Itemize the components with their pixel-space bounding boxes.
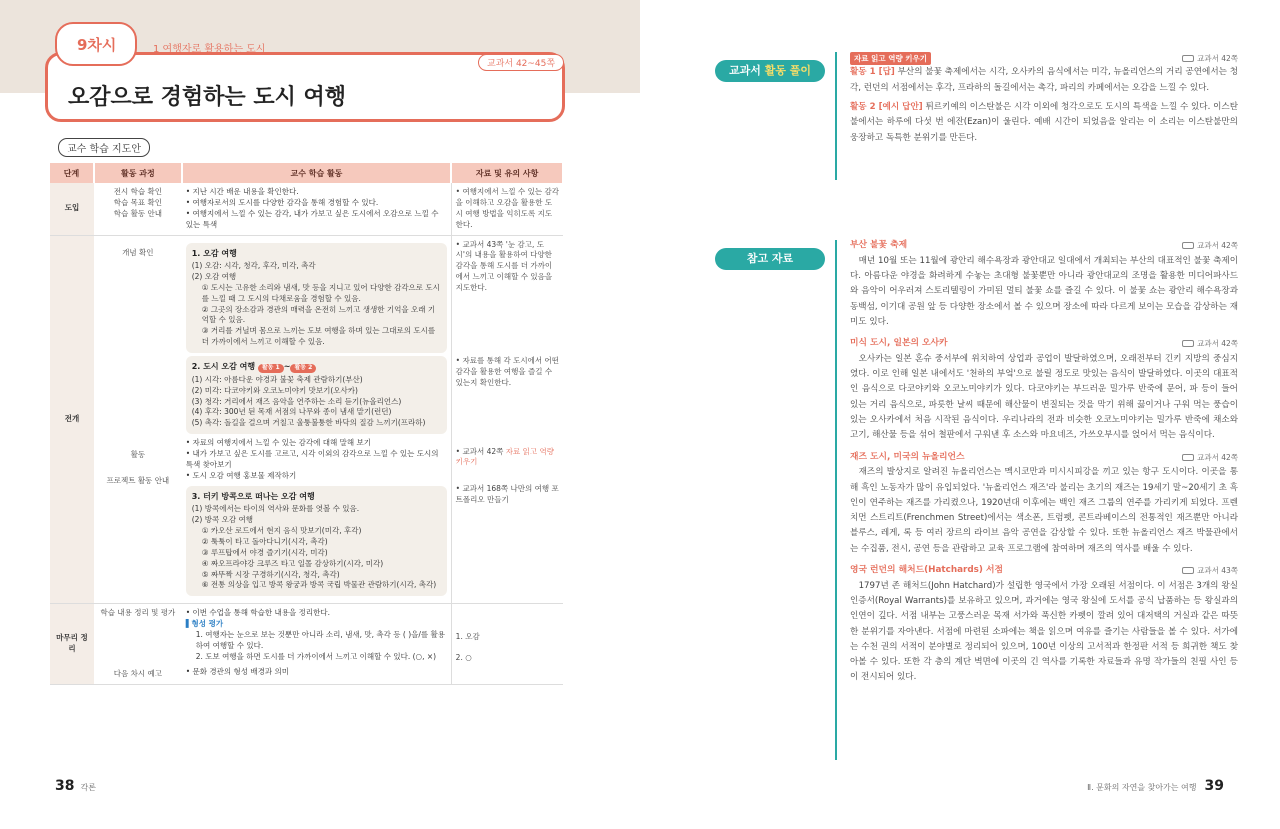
reference-header — [850, 563, 1238, 579]
reference-text: 매년 10월 또는 11월에 광안리 해수욕장과 광안대교 일대에서 개최되는 부산의 대표적인 불꽃 축제이다. 아름다운 야경을 화려하게 수놓는 초대형 불꽃뿐만 아니라 광안대교의 조명을 활용한 미디어파사드와 음악이 어우러져 스토리텔링이 가미된 멀티 불꽃 쇼를 즐길 수 있다. 이 불꽃 쇼는 광안리 해수욕장과 동백섬, 이기대 공원 앞 등 다양한 장소에서 볼 수 있으며 장소에 따라 다르게 보이는 모습을 감상하는 재미도 있다. — [850, 255, 1238, 327]
activity-development — [182, 235, 451, 604]
activity-item: • 여행지에서 느낄 수 있는 감각, 내가 가보고 싶은 도시에서 오감으로 느낄 수 있는 특색 — [185, 208, 439, 229]
activity-2-answer — [850, 100, 1238, 146]
reference-item — [850, 450, 1238, 557]
reference-item — [850, 563, 1238, 686]
lesson-number: 9차시 — [77, 36, 117, 54]
answers-badge — [715, 60, 825, 82]
badge-text: 교과서 — [728, 64, 765, 77]
answer-item: 2. ○ — [455, 653, 472, 663]
textbook-ref-tag: 교과서 42~45쪽 — [478, 54, 564, 71]
activity-item: • 문화 경관의 형성 배경과 의미 — [185, 666, 290, 676]
ref-text: 교과서 42쪽 — [1197, 54, 1238, 63]
col-header-materials: 자료 및 유의 사항 — [451, 163, 563, 183]
box-line: (2) 오감 여행 — [191, 271, 237, 281]
reference-title: 미식 도시, 일본의 오사카 — [850, 338, 948, 349]
process-item: 학습 내용 정리 및 평가 — [100, 608, 176, 618]
book-icon — [1182, 454, 1194, 461]
activity-item: • 내가 가보고 싶은 도시를 고르고, 시각 이외의 감각으로 느낄 수 있는 도시의 특색 찾아보기 — [185, 449, 439, 469]
reference-title: 영국 런던의 해처드(Hatchards) 서점 — [850, 565, 1003, 576]
box-line: ② 그곳의 장소감과 경관의 매력을 온전히 느끼고 생생한 기억을 오래 기억할 수 있음. — [201, 304, 436, 325]
activity-wrapup — [182, 604, 451, 685]
materials-intro: • 여행지에서 느낄 수 있는 감각을 이해하고 오감을 활용한 도시 여행 방법을 익히도록 지도한다. — [451, 183, 563, 235]
ref-text: 교과서 43쪽 — [1197, 566, 1238, 576]
reference-header — [850, 450, 1238, 466]
textbook-ref — [1182, 564, 1238, 577]
box-line: (2) 미각: 다코야키와 오코노미야키 맛보기(오사카) — [191, 385, 358, 395]
materials-item: • 교과서 43쪽 '눈 감고, 도시'의 내용을 활용하여 다양한 감각을 통해 도시를 더 가까이에서 느끼고 이해할 수 있음을 지도한다. — [455, 239, 553, 292]
col-header-stage: 단계 — [50, 163, 94, 183]
box-line: (4) 후각: 300년 된 목재 서점의 나무와 종이 냄새 맡기(런던) — [191, 407, 392, 417]
materials-highlight: 자료 읽고 역량 키우기 — [455, 446, 555, 467]
process-wrapup — [94, 604, 182, 685]
box-line: ① 카오산 로드에서 현지 음식 맛보기(미각, 후각) — [201, 526, 362, 535]
unit-subtitle: 1 여행자로 활용하는 도시 — [153, 44, 266, 55]
reference-badge: 참고 자료 — [715, 248, 825, 270]
lesson-plan-table — [50, 163, 564, 685]
col-header-activity: 교수 학습 활동 — [182, 163, 451, 183]
book-icon — [1182, 340, 1194, 347]
book-icon — [1182, 567, 1194, 574]
page-title: 오감으로 경험하는 도시 여행 — [68, 85, 347, 110]
process-item: 학습 목표 확인 — [113, 197, 162, 207]
activity-item: • 자료의 여행지에서 느낄 수 있는 감각에 대해 말해 보기 — [185, 438, 372, 448]
materials-wrapup — [451, 604, 563, 685]
activity-item: • 도시 오감 여행 홍보물 제작하기 — [185, 470, 297, 480]
section-divider — [835, 52, 837, 180]
eval-question: 1. 여행자는 눈으로 보는 것뿐만 아니라 소리, 냄새, 맛, 촉각 등 ( )을/를 활용하여 여행할 수 있다. — [195, 630, 446, 650]
book-icon — [1182, 55, 1194, 62]
ref-text: 교과서 42쪽 — [1197, 339, 1238, 349]
process-item: 다음 차시 예고 — [113, 669, 162, 679]
process-item: 활동 — [130, 450, 146, 460]
materials-development — [451, 235, 563, 604]
box-line: ③ 루프탑에서 야경 즐기기(시각, 미각) — [201, 547, 328, 557]
activity-item: • 지난 시간 배운 내용을 확인한다. — [185, 187, 299, 196]
page-number-left — [55, 778, 96, 794]
section-header — [850, 52, 1238, 65]
reference-item — [850, 238, 1238, 330]
box-line: ⑤ 짜뚜짝 시장 구경하기(시각, 청각, 촉각) — [201, 569, 340, 579]
page-label: 각론 — [80, 783, 96, 792]
eval-question: 2. 도보 여행을 하면 도시를 더 가까이에서 느끼고 이해할 수 있다. (○, ×) — [195, 651, 437, 661]
page-number: 39 — [1204, 778, 1224, 794]
textbook-ref — [1182, 52, 1238, 65]
box-line: (1) 시각: 아름다운 야경과 불꽃 축제 관람하기(부산) — [191, 374, 363, 384]
activity-label: 활동 1 [답] — [850, 67, 895, 78]
process-item: 개념 확인 — [122, 247, 154, 257]
stage-development: 전개 — [50, 235, 94, 604]
answers-section — [850, 52, 1238, 146]
page-number: 38 — [55, 778, 75, 794]
textbook-ref — [1182, 239, 1238, 252]
textbook-ref — [1182, 337, 1238, 350]
col-header-process: 활동 과정 — [94, 163, 182, 183]
activity-intro — [182, 183, 451, 235]
box-line: ② 툭툭이 타고 돌아다니기(시각, 촉각) — [201, 536, 328, 546]
page-number-right — [1087, 778, 1224, 794]
badge-highlight: 활동 풀이 — [764, 64, 812, 77]
concept-box-3 — [186, 486, 447, 597]
ref-text: 교과서 42쪽 — [1197, 452, 1238, 462]
table-row-development — [50, 235, 563, 604]
reference-title: 부산 불꽃 축제 — [850, 240, 908, 250]
page-label: Ⅱ. 문화의 자연을 찾아가는 여행 — [1087, 783, 1197, 792]
reference-header — [850, 238, 1238, 254]
activity-item: • 여행자로서의 도시를 다양한 감각을 통해 경험할 수 있다. — [185, 197, 379, 207]
guide-tag: 교수 학습 지도안 — [58, 138, 150, 157]
box-line: (3) 청각: 거리에서 재즈 음악을 연주하는 소리 듣기(뉴올리언스) — [191, 396, 402, 406]
materials-item: • 자료를 통해 각 도시에서 어떤 감각을 활용한 여행을 즐길 수 있는지 확인한다. — [455, 355, 559, 387]
reference-text: 재즈의 발상지로 알려진 뉴올리언스는 멕시코만과 미시시피강을 끼고 있는 항구 도시이다. 이곳을 통해 흑인 노동자가 많이 유입되었다. '뉴올리언스 재즈'라 불리는 초기의 재즈는 19세기 말~20세기 초 흑인이 연주하는 재즈를 가리켰으나, 1920년대 이후에는 백인 재즈 그룹의 연주를 가리키게 되었다. 프렌치먼 스트리트(Frenchmen Street)에서는 색소폰, 트럼펫, 콘트라베이스의 전통적인 재즈뿐만 아니라 블루스, 레게, 록 등 여러 장르의 라이브 음악 공연을 감상할 수 있다. 또한 뉴올리언스 재즈 박물관에서는 수집품, 전시, 공연 등을 관람하고 교육 프로그램에 참여하며 재즈의 역사를 배울 수 있다. — [850, 467, 1238, 554]
activity-text: 튀르키예의 이스탄불은 시각 이외에 청각으로도 도시의 특색을 느낄 수 있다. 이스탄불에서는 하루에 다섯 번 에잔(Ezan)이 울린다. 예배 시간이 되었음을 알리는 이 소리는 이스탄불만의 웅장하고 독특한 분위기를 만든다. — [850, 101, 1238, 143]
answer-item: 1. 오감 — [455, 632, 480, 642]
box-line: (5) 촉각: 돌길을 걸으며 거칠고 울퉁불퉁한 바닥의 질감 느끼기(프라하) — [191, 418, 426, 428]
box-line: (1) 방콕에서는 타이의 역사와 문화를 엿볼 수 있음. — [191, 504, 360, 514]
materials-item — [456, 447, 559, 469]
table-row-wrapup — [50, 604, 563, 685]
process-intro — [94, 183, 182, 235]
box-line: (1) 오감: 시각, 청각, 후각, 미각, 촉각 — [191, 261, 316, 271]
activity-pill: 활동 2 — [290, 364, 316, 373]
lesson-number-badge — [55, 22, 137, 66]
activity-item: • 이번 수업을 통해 학습한 내용을 정리한다. — [185, 608, 331, 618]
box-line: ③ 거리를 거닐며 몸으로 느끼는 도보 여행을 하며 있는 그대로의 도시를 더 가까이에서 느끼고 이해할 수 있음. — [201, 326, 436, 347]
box-line: ⑥ 전통 의상을 입고 방콕 왕궁과 방콕 국립 박물관 관람하기(시각, 촉각) — [201, 580, 437, 590]
materials-text: • 교과서 42쪽 — [455, 446, 506, 456]
box-line: ④ 짜오프라야강 크루즈 타고 일몰 감상하기(시각, 미각) — [201, 558, 384, 568]
process-item: 학습 활동 안내 — [113, 208, 162, 218]
box-title: 1. 오감 여행 — [191, 248, 237, 258]
stage-wrapup: 마무리 정리 — [50, 604, 94, 685]
process-item: 프로젝트 활동 안내 — [106, 476, 170, 486]
concept-box-1 — [186, 243, 447, 354]
reference-header — [850, 336, 1238, 352]
ref-text: 교과서 42쪽 — [1197, 241, 1238, 251]
process-development — [94, 235, 182, 604]
reference-text: 1797년 존 해처드(John Hatchard)가 설립한 영국에서 가장 오래된 서점이다. 이 서점은 3개의 왕실 인증서(Royal Warrants)를 보유하고 있으며, 과거에는 영국 왕실에 도서를 공식 납품하는 등 왕실과의 인연이 깊다. 서점 내부는 고풍스러운 목재 서가와 푹신한 카펫이 깔려 있어 대저택의 거실과 같은 따뜻한 분위기를 자아낸다. 서점에 마련된 소파에는 책을 읽으며 여유를 즐기는 사람들을 볼 수 있다. 서가에는 수천 권의 서적이 분야별로 정리되어 있으며, 100년 이상의 고서적과 한정판 서적 등 희귀한 책도 찾아볼 수 있다. 또한 각 층의 계단 벽면에 이곳의 긴 역사를 기록한 자료들과 유명 작가들의 친필 사인 등이 전시되어 있다. — [850, 580, 1238, 683]
stage-intro: 도입 — [50, 183, 94, 235]
activity-1-answer — [850, 65, 1238, 96]
process-item: 전시 학습 확인 — [113, 187, 162, 196]
textbook-ref — [1182, 451, 1238, 464]
box-line: (2) 방콕 오감 여행 — [191, 515, 253, 525]
formative-eval-label: ▌형성 평가 — [185, 619, 224, 629]
concept-box-2 — [186, 356, 447, 434]
box-title-row: 2. 도시 오감 여행 활동 1 ~ 활동 2 — [192, 361, 441, 373]
box-title: 3. 터키 방콕으로 떠나는 오감 여행 — [191, 491, 315, 501]
activity-label: 활동 2 [예시 답안] — [850, 101, 923, 112]
reference-section — [850, 238, 1238, 686]
box-title: 2. 도시 오감 여행 — [191, 362, 256, 372]
right-page — [640, 0, 1280, 829]
section-divider — [835, 240, 837, 760]
reference-text: 오사카는 일본 혼슈 중서부에 위치하여 상업과 공업이 발달하였으며, 오래전부터 긴키 지방의 중심지였다. 이로 인해 일본 내에서도 '천하의 부엌'으로 불릴 정도로 맛있는 음식이 발달하였다. 이곳의 대표적인 음식으로 다코야키와 오코노미야키가 있다. 다코야키는 부드러운 밀가루 반죽에 문어, 파 등이 들어 있는 거리 음식으로, 파릇한 날씨 때문에 해산물이 변질되는 것을 막기 위해 끓이거나 구워 먹는 풍습이 있는 오사카에서 처음 시작된 음식이다. 우리나라의 전과 비슷한 오코노미야키는 밀가루 반죽에 채소와 고기, 해산물 등을 섞어 철판에서 구워낸 후 소스와 마요네즈, 가쓰오부시를 얹어서 먹는 음식이다. — [850, 353, 1238, 441]
reference-item — [850, 336, 1238, 443]
activity-pill: 활동 1 — [258, 364, 284, 373]
box-line: ① 도시는 고유한 소리와 냄새, 맛 등을 지니고 있어 다양한 감각으로 도시를 느낄 때 그 도시의 다채로움을 경험할 수 있음. — [201, 282, 440, 303]
reference-title: 재즈 도시, 미국의 뉴올리언스 — [850, 451, 965, 462]
section-tag: 자료 읽고 역량 키우기 — [850, 52, 931, 65]
book-icon — [1182, 242, 1194, 249]
table-row-intro — [50, 183, 563, 235]
activity-list — [186, 438, 447, 482]
materials-item: • 교과서 168쪽 나만의 여행 포트폴리오 만들기 — [455, 484, 559, 505]
activity-text: 부산의 불꽃 축제에서는 시각, 오사카의 음식에서는 미각, 뉴올리언스의 거리 공연에서는 청각, 런던의 서점에서는 후각, 프라하의 돌길에서는 촉각, 파리의 카페에서는 오감을 느낄 수 있다. — [850, 67, 1239, 93]
